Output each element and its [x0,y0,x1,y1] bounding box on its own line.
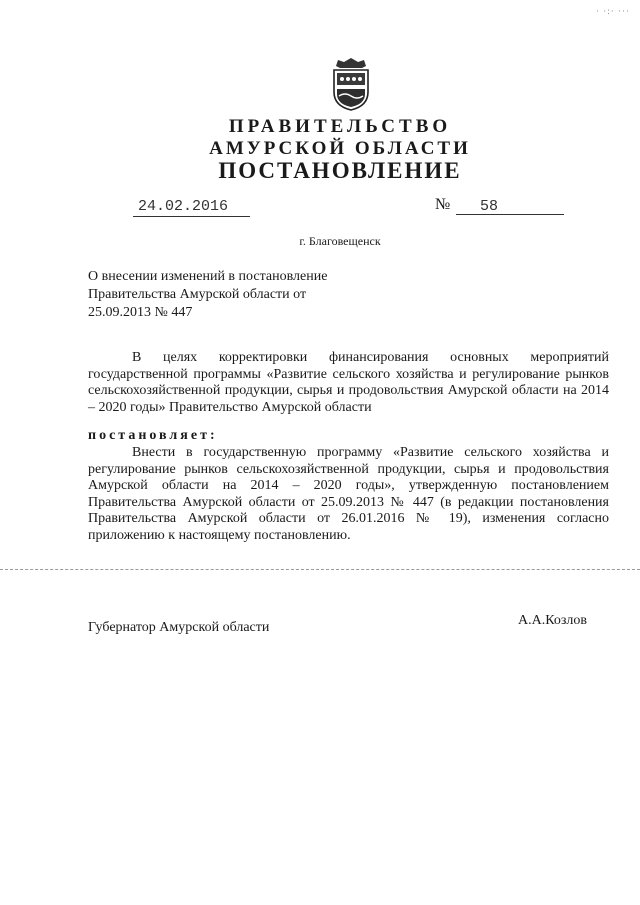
scan-artifact-line [0,569,640,570]
document-city: г. Благовещенск [299,234,381,248]
document-type: ПОСТАНОВЛЕНИЕ [218,158,462,183]
document-number: 58 [480,198,499,215]
document-date: 24.02.2016 [138,198,229,215]
body-paragraph: Внести в государственную программу «Развитие сельского хозяйства и регулирование рынков сельскохозяйственной продукции, сырья и продовольствия Амурской области на 2014 – 2020 годы», утвержденную постановлением Правительства Амурской области от 25.09.2013 № 447 (в редакции постановления Правительства Амурской области от 26.01.2016 № 19), изменения согласно приложению к настоящему постановлению. [88,445,609,543]
resolves-word: постановляет: [88,428,218,443]
coat-of-arms-icon [328,56,374,112]
org-name-line2: АМУРСКОЙ ОБЛАСТИ [209,138,471,159]
date-underline [133,216,250,217]
preamble-paragraph: В целях корректировки финансирования основных мероприятий государственной программы «Развитие сельского хозяйства и регулирование рынков сельскохозяйственной продукции, сырья и продовольствия Амурской области на 2014 – 2020 годы» Правительство Амурской области [88,350,609,415]
scan-corner-mark: · ·:· ··· [596,6,630,16]
org-name-line1: ПРАВИТЕЛЬСТВО [228,116,452,137]
signatory-name: А.А.Козлов [518,613,587,628]
document-subject: О внесении изменений в постановление Правительства Амурской области от 25.09.2013 № 447 [88,269,328,320]
number-label: № [435,196,451,213]
signatory-title: Губернатор Амурской области [88,620,270,635]
number-underline [456,214,564,215]
